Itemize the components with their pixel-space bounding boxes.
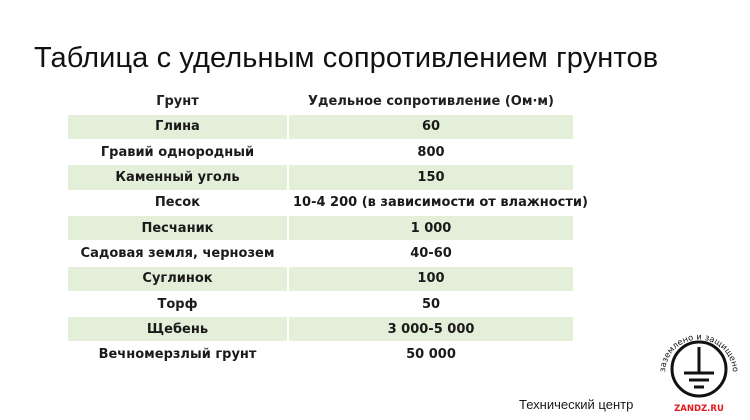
soil-cell: Каменный уголь (68, 165, 288, 190)
resistivity-cell: 800 (288, 140, 573, 165)
resistivity-cell: 100 (288, 266, 573, 291)
table-row (68, 215, 573, 240)
ground-symbol-icon (684, 347, 714, 387)
resistivity-cell: 10-4 200 (в зависимости от влажности) (288, 190, 573, 215)
table-row (68, 317, 573, 342)
resistivity-cell: 40-60 (288, 241, 573, 266)
table-row (68, 342, 573, 367)
resistivity-cell: 60 (288, 114, 573, 139)
resistivity-cell: 50 000 (288, 342, 573, 367)
logo-arc-text: заземлено и защищено (656, 331, 742, 373)
soil-cell: Щебень (68, 317, 288, 342)
header-soil: Грунт (156, 93, 199, 109)
technical-center-label: Технический центр (519, 397, 634, 412)
resistivity-cell: 150 (288, 165, 573, 190)
soil-cell: Песчаник (68, 215, 288, 240)
table-row (68, 241, 573, 266)
table-row (68, 190, 573, 215)
logo-brand-text: ZANDZ.RU (674, 404, 724, 414)
table-row (68, 140, 573, 165)
table-header-row (68, 89, 573, 114)
table-row (68, 291, 573, 316)
zandz-logo (651, 321, 747, 417)
soil-cell: Гравий однородный (68, 140, 288, 165)
table-row (68, 266, 573, 291)
soil-cell: Глина (68, 114, 288, 139)
resistivity-cell: 1 000 (288, 215, 573, 240)
soil-resistivity-table (68, 89, 588, 367)
header-resistivity: Удельное сопротивление (Ом·м) (288, 89, 573, 114)
slide-title: Таблица с удельным сопротивлением грунтов (34, 42, 659, 74)
resistivity-cell: 3 000-5 000 (288, 317, 573, 342)
soil-cell: Садовая земля, чернозем (68, 241, 288, 266)
resistivity-cell: 50 (288, 291, 573, 316)
table-row (68, 114, 573, 139)
soil-cell: Песок (68, 190, 288, 215)
table-row (68, 165, 573, 190)
soil-cell: Вечномерзлый грунт (68, 342, 288, 367)
soil-cell: Торф (68, 291, 288, 316)
soil-cell: Суглинок (68, 266, 288, 291)
